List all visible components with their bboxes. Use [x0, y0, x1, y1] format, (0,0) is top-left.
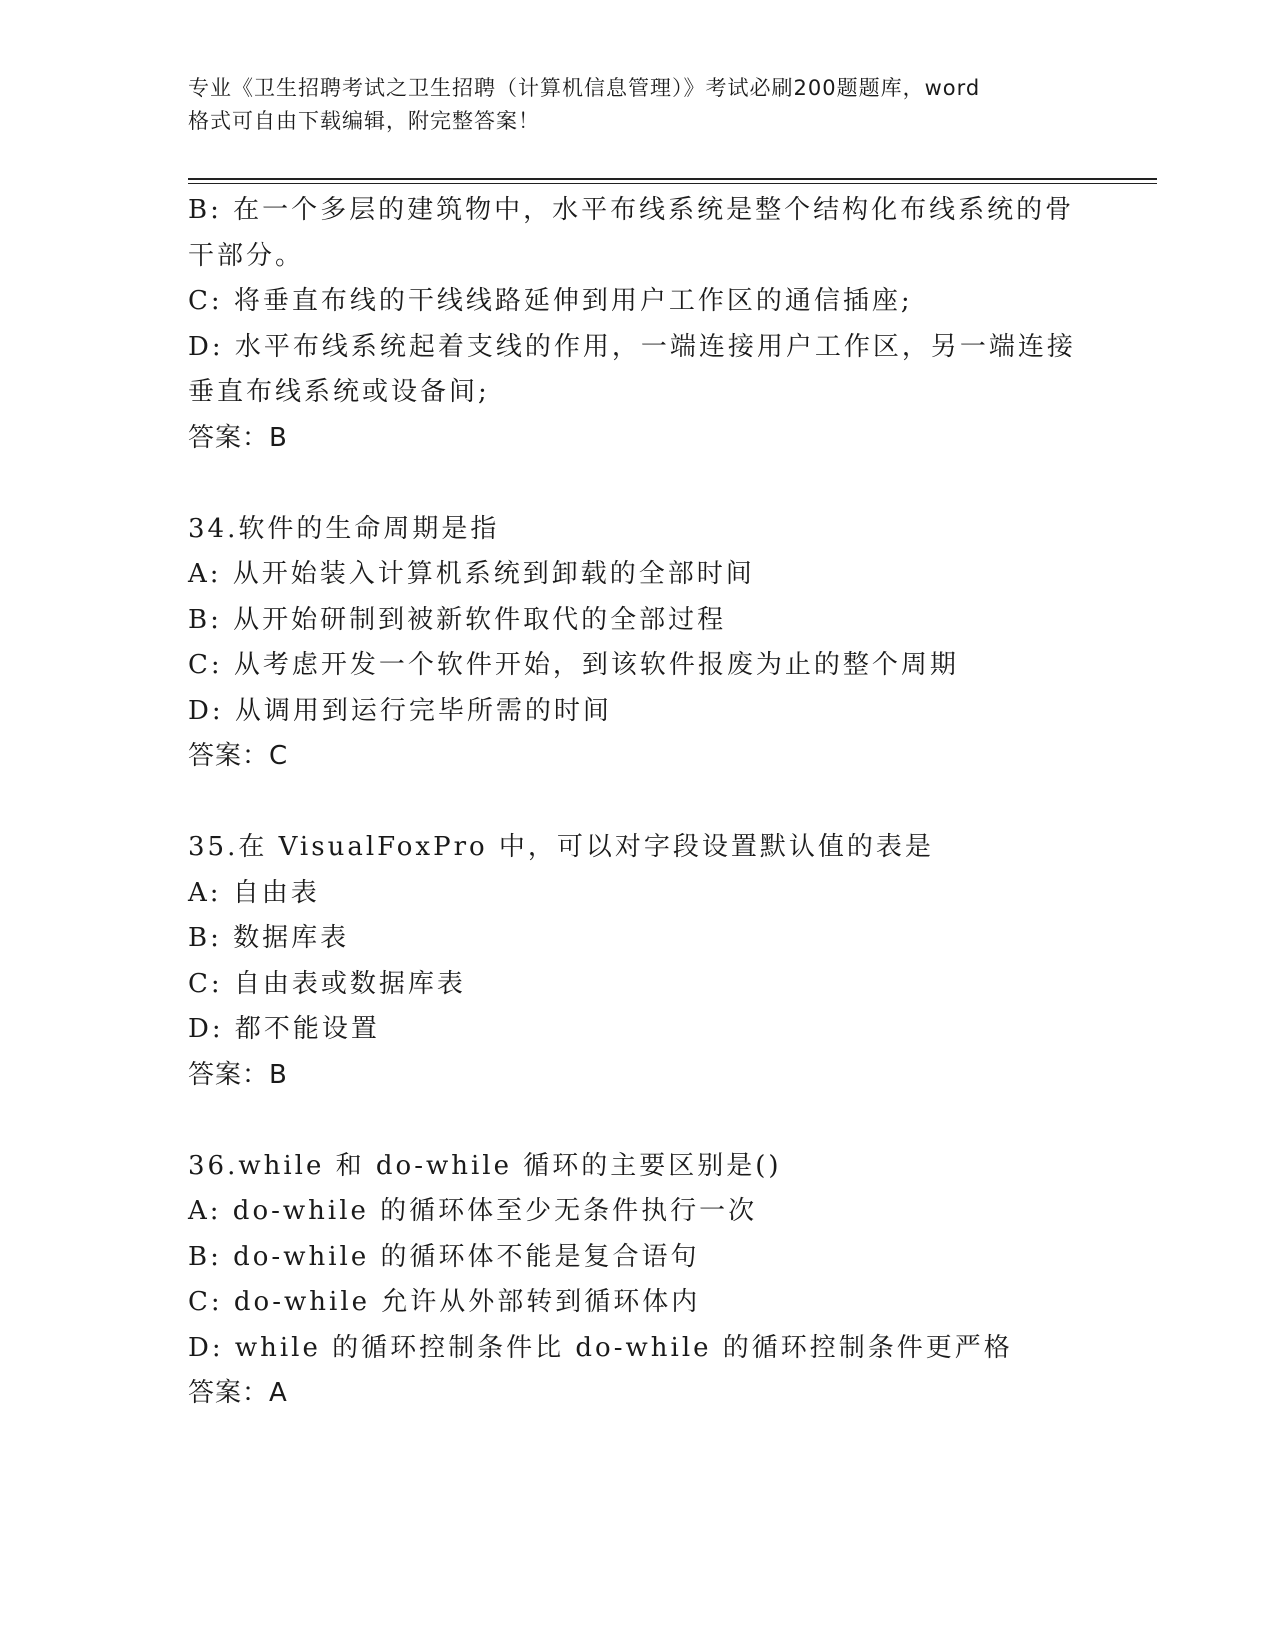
- question-block-35: [188, 825, 1088, 1098]
- question-block-continued: [188, 188, 1088, 461]
- header-title-line-1: 专业《卫生招聘考试之卫生招聘（计算机信息管理）》考试必刷200题题库，word: [188, 76, 981, 100]
- option-b: B: 数据库表: [188, 923, 350, 953]
- answer: 答案：C: [188, 741, 289, 771]
- option-d-line-1: D: 水平布线系统起着支线的作用，一端连接用户工作区，另一端连接: [188, 331, 1076, 362]
- option-d: D: while 的循环控制条件比 do-while 的循环控制条件更严格: [188, 1332, 1013, 1363]
- option-c: C: do-while 允许从外部转到循环体内: [188, 1287, 701, 1317]
- answer: 答案：B: [188, 1059, 288, 1090]
- question-content: [188, 188, 1088, 1417]
- option-d: D: 都不能设置: [188, 1014, 380, 1044]
- answer: 答案：B: [188, 422, 288, 453]
- spacer: [188, 780, 1088, 826]
- option-a: A: do-while 的循环体至少无条件执行一次: [188, 1196, 758, 1226]
- option-c: C: 从考虑开发一个软件开始，到该软件报废为止的整个周期: [188, 650, 959, 680]
- answer: 答案：A: [188, 1378, 288, 1408]
- option-b-line-1: B: 在一个多层的建筑物中，水平布线系统是整个结构化布线系统的骨: [188, 195, 1075, 225]
- option-a: A: 从开始装入计算机系统到卸载的全部时间: [188, 559, 755, 589]
- option-c: C: 将垂直布线的干线线路延伸到用户工作区的通信插座;: [188, 286, 913, 316]
- option-d: D: 从调用到运行完毕所需的时间: [188, 695, 612, 726]
- option-b: B: do-while 的循环体不能是复合语句: [188, 1241, 700, 1272]
- header-divider-thin: [188, 183, 1157, 184]
- question-stem: 36.while 和 do-while 循环的主要区别是(): [188, 1150, 782, 1181]
- option-d-line-2: 垂直布线系统或设备间;: [188, 377, 490, 407]
- question-block-36: [188, 1144, 1088, 1417]
- option-c: C: 自由表或数据库表: [188, 968, 466, 999]
- question-stem: 34.软件的生命周期是指: [188, 513, 500, 544]
- spacer: [188, 1098, 1088, 1144]
- option-b: B: 从开始研制到被新软件取代的全部过程: [188, 604, 727, 635]
- option-b-line-2: 干部分。: [188, 240, 305, 271]
- header-title-line-2: 格式可自由下载编辑，附完整答案！: [188, 109, 540, 133]
- option-a: A: 自由表: [188, 877, 320, 908]
- spacer: [188, 461, 1088, 507]
- document-header: [188, 72, 1088, 138]
- question-block-34: [188, 507, 1088, 780]
- question-stem: 35.在 VisualFoxPro 中，可以对字段设置默认值的表是: [188, 832, 934, 862]
- header-divider: [188, 178, 1157, 180]
